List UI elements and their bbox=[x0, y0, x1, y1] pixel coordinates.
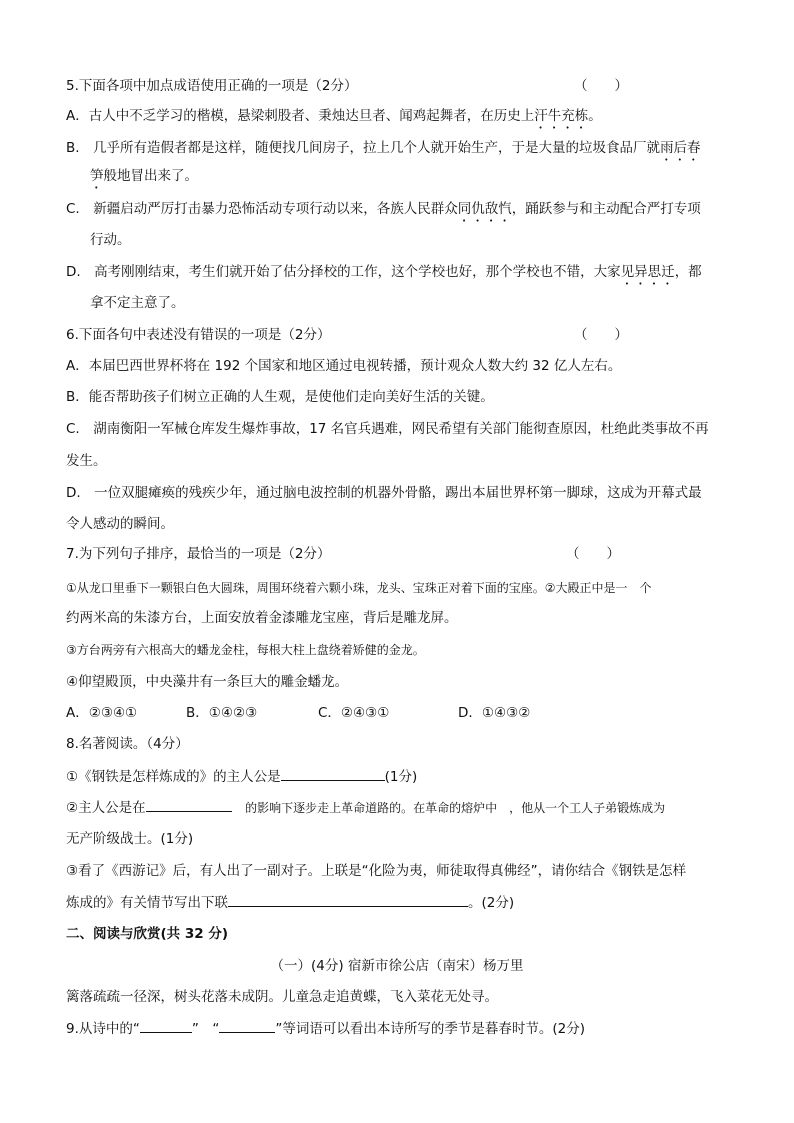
q5-stem: 5.下面各项中加点成语使用正确的一项是（2分） bbox=[66, 78, 358, 94]
q8-item-2: ②主人公是在 的影响下逐步走上革命道路的。在革命的熔炉中 ，他从一个工人子弟锻炼成为 bbox=[66, 797, 665, 818]
q6-option-d-cont: 令人感动的瞬间。 bbox=[66, 516, 174, 532]
q8-stem: 8.名著阅读。（4分） bbox=[66, 736, 189, 752]
q8-item-3-cont: 炼成的》有关情节写出下联 。(2分) bbox=[66, 892, 514, 913]
q7-option-b[interactable]: B．①④②③ bbox=[186, 705, 258, 721]
q7-option-a[interactable]: A．②③④① bbox=[66, 705, 138, 721]
poem-title: （一）(4分) 宿新市徐公店（南宋）杨万里 bbox=[270, 958, 524, 974]
q8-answer-blank-1[interactable] bbox=[281, 766, 385, 781]
q9-stem: 9.从诗中的“ ” “ ”等词语可以看出本诗所写的季节是暮春时节。(2分) bbox=[66, 1018, 585, 1039]
q7-option-d[interactable]: D．①④③② bbox=[458, 705, 531, 721]
q7-sentence-4: ④仰望殿顶，中央藻井有一条巨大的雕金蟠龙。 bbox=[66, 674, 349, 690]
q5-option-a: A．古人中不乏学习的楷模，悬梁刺股者、秉烛达旦者、闻鸡起舞者，在历史上汗牛充栋。 bbox=[66, 108, 602, 124]
q7-sentence-3: ③方台两旁有六根高大的蟠龙金柱，每根大柱上盘绕着矫健的金龙。 bbox=[66, 643, 425, 657]
q5-option-b: B. 几乎所有造假者都是这样，随便找几间房子，拉上几个人就开始生产，于是大量的垃圾食品厂就雨后春 bbox=[66, 140, 701, 156]
poem-text: 篱落疏疏一径深，树头花落未成阴。儿童急走追黄蝶，飞入菜花无处寻。 bbox=[66, 989, 498, 1005]
q7-option-c[interactable]: C．②④③① bbox=[318, 705, 390, 721]
q7-sentence-2-cont: 约两米高的朱漆方台，上面安放着金漆雕龙宝座，背后是雕龙屏。 bbox=[66, 610, 458, 626]
q5-option-b-cont: 笋般地冒出来了。 bbox=[90, 168, 198, 184]
q9-answer-blank-1[interactable] bbox=[140, 1018, 192, 1033]
q6-stem: 6.下面各句中表述没有错误的一项是（2分） bbox=[66, 327, 331, 343]
section-heading: 二、阅读与欣赏(共 32 分) bbox=[66, 926, 229, 942]
q6-option-b: B．能否帮助孩子们树立正确的人生观，是使他们走向美好生活的关键。 bbox=[66, 389, 494, 405]
q8-answer-blank-3[interactable] bbox=[228, 892, 468, 907]
q5-option-d-cont: 拿不定主意了。 bbox=[90, 295, 185, 311]
q5-answer-paren[interactable]: （ ） bbox=[574, 78, 628, 94]
q8-item-2-cont: 无产阶级战士。(1分) bbox=[66, 831, 194, 847]
q5-option-c: C. 新疆启动严厉打击暴力恐怖活动专项行动以来，各族人民群众同仇敌忾，踊跃参与和主动配合严打专项 bbox=[66, 201, 701, 217]
q9-answer-blank-2[interactable] bbox=[219, 1018, 275, 1033]
q6-answer-paren[interactable]: （ ） bbox=[574, 327, 628, 343]
q7-sentence-1-2: ①从龙口里垂下一颗银白色大圆珠，周围环绕着六颗小珠，龙头、宝珠正对着下面的宝座。②大殿正中是一 个 bbox=[66, 581, 652, 595]
q7-options bbox=[66, 703, 530, 723]
q8-item-3: ③看了《西游记》后，有人出了一副对子。上联是“化险为夷，师徒取得真佛经”，请你结合《钢铁是怎样 bbox=[66, 863, 687, 879]
q6-option-c: C. 湖南衡阳一军械仓库发生爆炸事故，17 名官兵遇难，网民希望有关部门能彻查原因，杜绝此类事故不再 bbox=[66, 421, 709, 437]
q8-answer-blank-2[interactable] bbox=[146, 797, 232, 812]
q5-option-d: D. 高考刚刚结束，考生们就开始了估分择校的工作，这个学校也好，那个学校也不错，大家见异思迁，都 bbox=[66, 264, 702, 280]
q5-option-c-cont: 行动。 bbox=[90, 232, 131, 248]
q8-item-1: ①《钢铁是怎样炼成的》的主人公是 (1分) bbox=[66, 766, 417, 787]
q7-stem: 7.为下列句子排序，最恰当的一项是（2分） bbox=[66, 546, 331, 562]
q6-option-c-cont: 发生。 bbox=[66, 453, 107, 469]
q6-option-d: D. 一位双腿瘫痪的残疾少年，通过脑电波控制的机器外骨骼，踢出本届世界杯第一脚球，这成为开幕式最 bbox=[66, 485, 702, 501]
q7-answer-paren[interactable]: （ ） bbox=[566, 546, 620, 562]
q6-option-a: A．本届巴西世界杯将在 192 个国家和地区通过电视转播，预计观众人数大约 32 亿人左右。 bbox=[66, 358, 622, 374]
